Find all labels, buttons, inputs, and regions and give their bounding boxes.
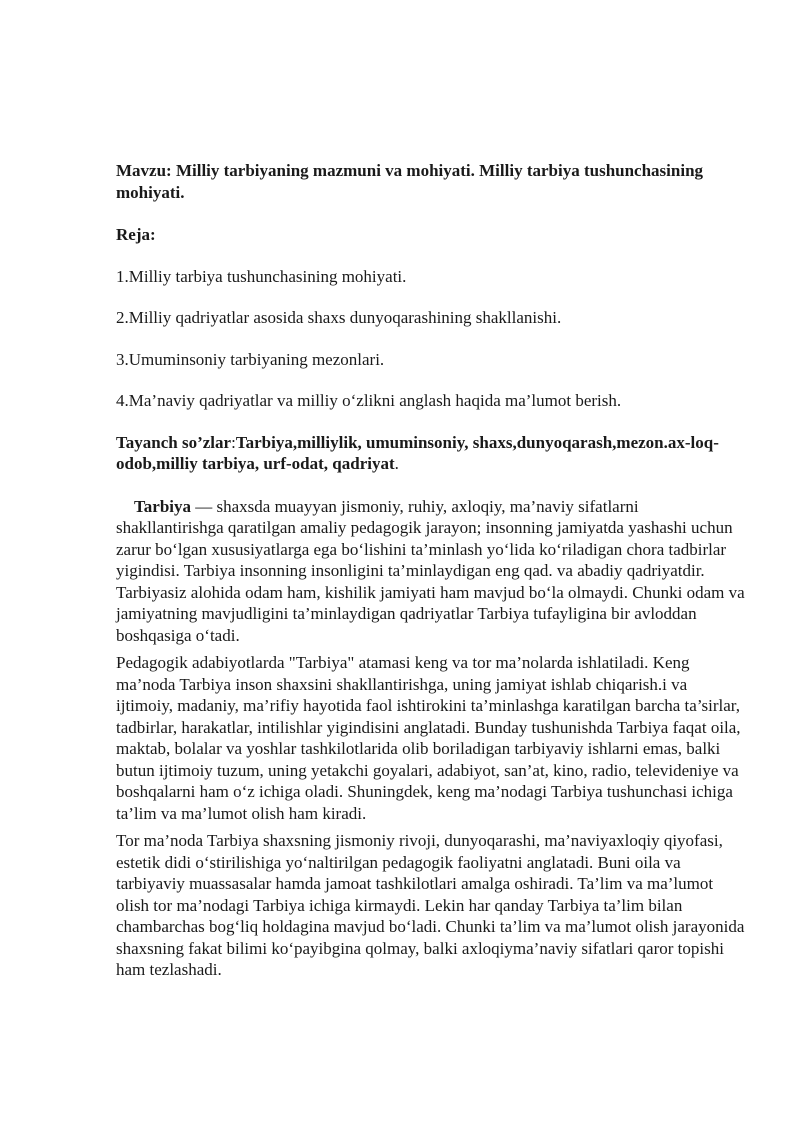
plan-item-1: 1.Milliy tarbiya tushunchasining mohiyati. (116, 266, 407, 286)
keywords-label: Tayanch so’zlar (116, 432, 232, 452)
topic-heading: Mavzu: Milliy tarbiyaning mazmuni va mohiyati. Milliy tarbiya tushunchasining mohiyati. (116, 161, 704, 202)
keywords-period: . (394, 454, 399, 473)
paragraph-broad-meaning: Pedagogik adabiyotlarda "Tarbiya" atamasi keng va tor ma’nolarda ishlatiladi. Keng ma’noda Tarbiya inson shaxsini shakllantirishga, uning jamiyat ishlab chiqarish.i va ijtimoiy, madaniy, ma’rifiy hayotida faol ishtirokini ta’minlashga karatilgan barcha ta’sirlar, tadbirlar, harakatlar, intilishlar yigindisini anglatadi. Bunday tushunishda Tarbiya faqat oila, maktab, bolalar va yoshlar tashkilotlarida olib boriladigan tarbiyaviy ishlarni emas, balki butun ijtimoiy tuzum, uning yetakchi goyalari, adabiyot, san’at, kino, radio, televideniye va boshqalarni ham o‘z ichiga oladi. Shuningdek, keng ma’nodagi Tarbiya tushunchasi ichiga ta’lim va ma’lumot olish ham kiradi. (116, 653, 741, 823)
paragraph-1-text: — shaxsda muayyan jismoniy, ruhiy, axloqiy, ma’naviy sifatlarni shakllantirishga qaratilgan amaliy pedagogik jarayon; insonning jamiyatda yashashi uchun zarur bo‘lgan xususiyatlarga ega bo‘lishini ta’minlash yo‘lida ko‘riladigan chora tadbirlar yigindisi. Tarbiya insonning insonligini ta’minlaydigan eng qad. va abadiy qadriyatdir. Tarbiyasiz alohida odam ham, kishilik jamiyati ham mavjud bo‘la olmaydi. Chunki odam va jamiyatning mavjudligini ta’minlaydigan qadriyatlar Tarbiya tufayligina bir avloddan boshqasiga o‘tadi. (116, 496, 745, 645)
plan-item-3: 3.Umuminsoniy tarbiyaning mezonlari. (116, 349, 385, 369)
keywords-list: Tarbiya,milliylik, umuminsoniy, shaxs,dunyoqarash,mezon.ax-loq-odob,milliy tarbiya, urf-odat, qadriyat (116, 432, 719, 473)
paragraph-term: Tarbiya (134, 496, 192, 516)
plan-item-2: 2.Milliy qadriyatlar asosida shaxs dunyoqarashining shakllanishi. (116, 308, 562, 327)
plan-item-4: 4.Ma’naviy qadriyatlar va milliy o‘zlikni anglash haqida ma’lumot berish. (116, 391, 622, 410)
plan-heading: Reja: (116, 225, 156, 244)
document-page (116, 160, 746, 987)
paragraph-narrow-meaning: Tor ma’noda Tarbiya shaxsning jismoniy rivoji, dunyoqarashi, ma’naviyaxloqiy qiyofasi, estetik didi o‘stirilishiga yo‘naltirilgan pedagogik faoliyatni anglatadi. Buni oila va tarbiyaviy muassasalar hamda jamoat tashkilotlari amalga oshiradi. Ta’lim va ma’lumot olish tor ma’nodagi Tarbiya ichiga kirmaydi. Lekin har qanday Tarbiya ta’lim bilan chambarchas bog‘liq holdagina mavjud bo‘ladi. Chunki ta’lim va ma’lumot olish jarayonida shaxsning fakat bilimi ko‘payibgina qolmay, balki axloqiyma’naviy sifatlari qaror topishi ham tezlashadi. (116, 831, 745, 979)
keywords-line (116, 432, 746, 475)
paragraph-tarbiya-definition (116, 496, 746, 647)
keywords-colon: : (231, 432, 236, 452)
